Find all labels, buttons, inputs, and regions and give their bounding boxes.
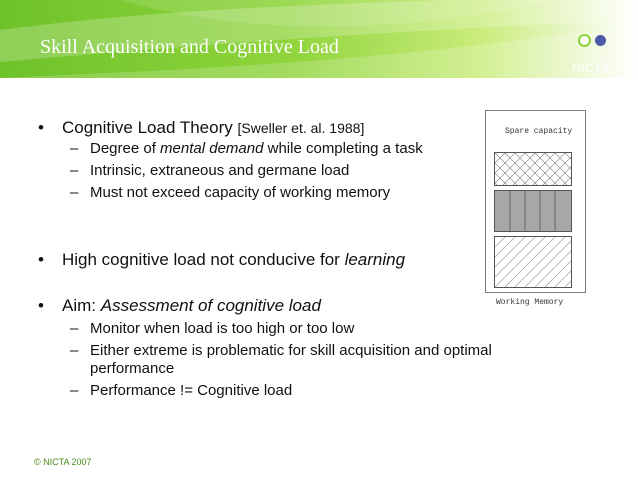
bullet-aim: [62, 296, 321, 316]
sub-bullet-load-types: Intrinsic, extraneous and germane load: [90, 162, 350, 179]
bullet-text: High cognitive load not conducive for: [62, 250, 345, 269]
dash-icon: –: [70, 342, 79, 359]
sub-bullet-extremes-line1: Either extreme is problematic for skill acquisition and optimal: [90, 342, 492, 359]
germane-load-block: [494, 152, 572, 186]
bullet-text: Aim:: [62, 296, 101, 315]
diagonal-hatch-pattern: [495, 237, 571, 287]
bullet-high-load: [62, 250, 405, 270]
slide-title: Skill Acquisition and Cognitive Load: [40, 36, 339, 58]
footer-copyright: © NICTA 2007: [34, 457, 92, 467]
dash-icon: –: [70, 162, 79, 179]
emphasis-text: Assessment of cognitive load: [100, 296, 321, 315]
crosshatch-pattern: [495, 153, 571, 185]
dash-icon: –: [70, 320, 79, 337]
intrinsic-load-block: [494, 236, 572, 288]
sub-bullet-text: Degree of: [90, 140, 161, 157]
working-memory-label: Working Memory: [496, 298, 564, 307]
bullet-cognitive-load-theory: [62, 118, 364, 138]
spare-capacity-label: Spare capacity: [505, 127, 573, 136]
vertical-bars-pattern: [495, 191, 571, 231]
bullet-icon: •: [38, 250, 44, 269]
bullet-icon: •: [38, 118, 44, 137]
citation: [Sweller et. al. 1988]: [237, 120, 365, 136]
sub-bullet-capacity: Must not exceed capacity of working memory: [90, 184, 391, 201]
sub-bullet-performance: Performance != Cognitive load: [90, 382, 293, 399]
dash-icon: –: [70, 184, 79, 201]
emphasis-text: learning: [344, 250, 406, 269]
logo-text: NICTA: [572, 61, 610, 75]
bullet-text: Cognitive Load Theory: [62, 118, 233, 137]
emphasis-text: mental demand: [160, 140, 264, 157]
sub-bullet-extremes-line2: performance: [90, 360, 175, 377]
dash-icon: –: [70, 140, 79, 157]
sub-bullet-monitor: Monitor when load is too high or too low: [90, 320, 355, 337]
sub-bullet-mental-demand: [90, 140, 423, 157]
extraneous-load-block: [494, 190, 572, 232]
dash-icon: –: [70, 382, 79, 399]
bullet-icon: •: [38, 296, 44, 315]
sub-bullet-text: while completing a task: [263, 140, 423, 157]
